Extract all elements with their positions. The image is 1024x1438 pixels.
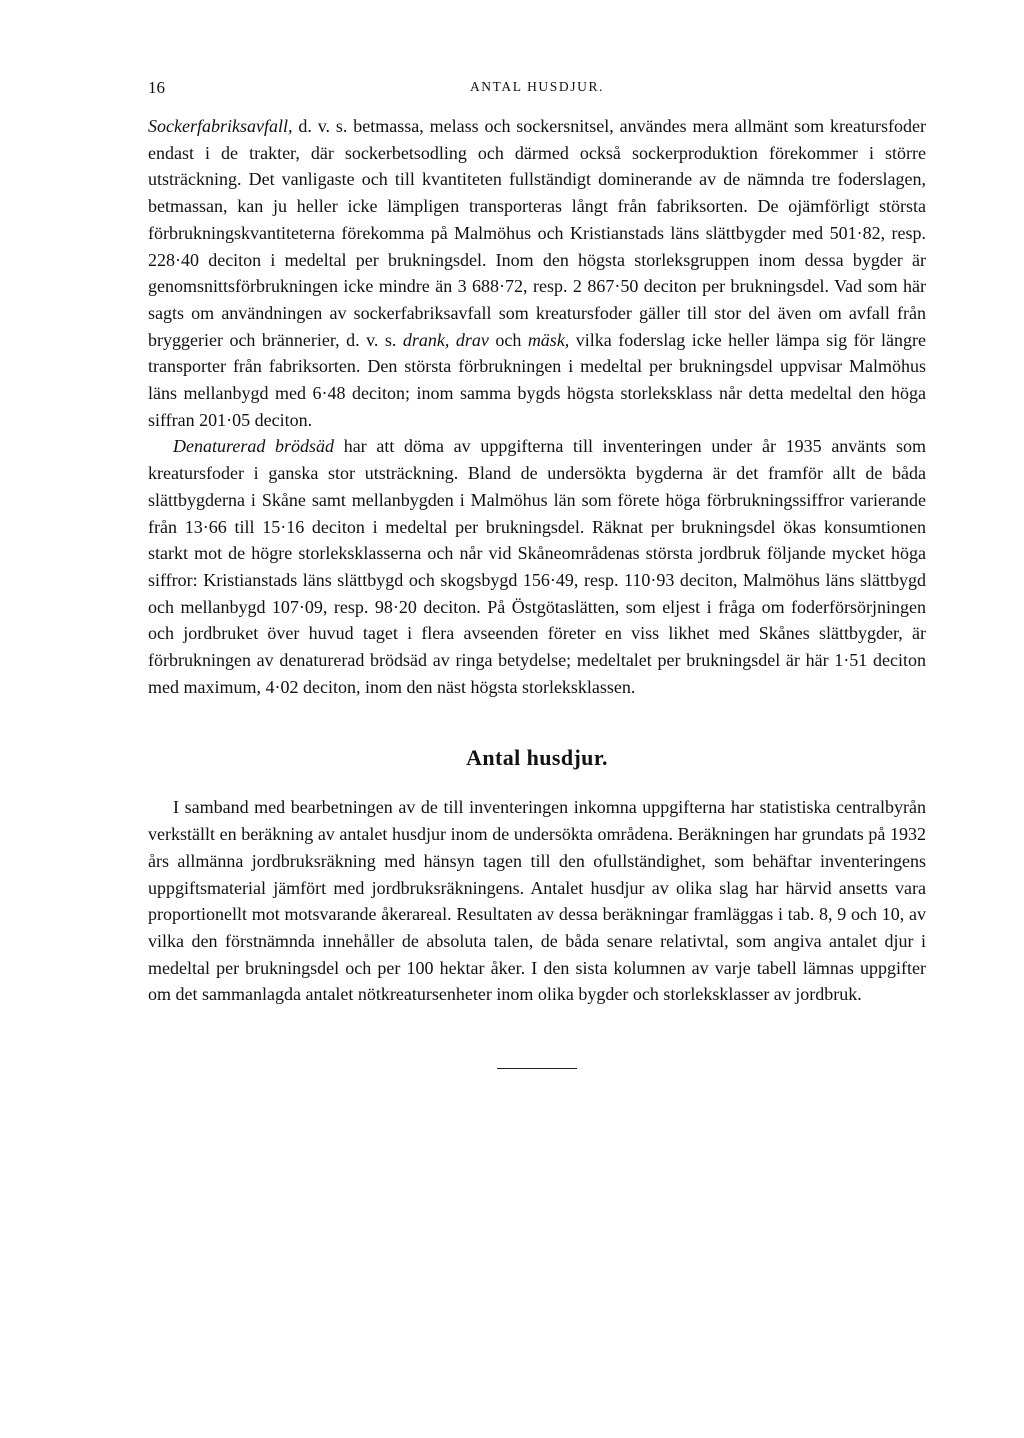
- term-drav: drav: [455, 329, 489, 350]
- end-rule: [497, 1068, 577, 1069]
- paragraph-sockerfabriksavfall: [148, 113, 926, 433]
- term-denaturerad-brodsad: Denaturerad brödsäd: [173, 436, 335, 457]
- paragraph-text: och: [488, 329, 528, 350]
- running-title: ANTAL HUSDJUR.: [469, 79, 605, 94]
- paragraph-denaturerad-brodsad: [148, 433, 926, 700]
- body-text: [148, 113, 926, 1069]
- paragraph-text: har att döma av uppgifterna till inventeringen under år 1935 använts som kreatursfoder i ganska stor utsträckning. Bland de undersökta bygderna är det framför allt de båda slättbygderna i Skåne samt mellanbygden i Malmöhus län som förete höga förbrukningssiffror varierande från 13·66 till 15·16 deciton i medeltal per brukningsdel. Räknat per brukningsdel ökas konsumtionen starkt mot de högre storleksklasserna och når vid Skåneområdenas största jordbruk följande mycket höga siffror: Kristianstads läns slättbygd och skogsbygd 156·49, resp. 110·93 deciton, Malmöhus läns slättbygd och mellanbygd 107·09, resp. 98·20 deciton. På Östgötaslätten, som eljest i fråga om foderförsörjningen och jordbruket över huvud taget i flera avseenden företer en viss likhet med Skånes slättbygder, är förbrukningen av denaturerad brödsäd av ringa betydelse; medeltalet per brukningsdel är här 1·51 deciton med maximum, 4·02 deciton, inom den näst högsta storleksklassen.: [148, 436, 926, 697]
- paragraph-antal-husdjur: I samband med bearbetningen av de till inventeringen inkomna uppgifterna har statistiska centralbyrån verkställt en beräkning av antalet husdjur inom de undersökta områdena. Beräkningen har grundats på 1932 års allmänna jordbruksräkning med hänsyn tagen till den ofullständighet, som behäftar inventeringens uppgiftsmaterial jämfört med jordbruksräkningens. Antalet husdjur av olika slag har härvid ansetts vara proportionellt mot motsvarande åkerareal. Resultaten av dessa beräkningar framläggas i tab. 8, 9 och 10, av vilka den förstnämnda innehåller de absoluta talen, de båda senare relativtal, som angiva antalet djur i medeltal per brukningsdel och per 100 hektar åker. I den sista kolumnen av varje tabell lämnas uppgifter om det sammanlagda antalet nötkreatursenheter inom olika bygder och storleksklasser av jordbruk.: [148, 797, 926, 1005]
- section-heading: Antal husdjur.: [466, 745, 608, 771]
- paragraph-text: vilka foderslag icke heller lämpa sig för längre transporter från fabriksorten. Den största förbrukningen i medeltal per brukningsdel uppvisar Malmöhus läns mellanbygd med 6·48 deciton; inom samma bygds högsta storleksklass når detta medeltal den höga siffran 201·05 deciton.: [148, 329, 926, 430]
- running-header: [148, 78, 926, 100]
- page-number: 16: [148, 78, 165, 97]
- paragraph-text: d. v. s. betmassa, melass och sockersnitsel, användes mera allmänt som kreatursfoder endast i de trakter, där sockerbetsodling och därmed också sockerproduktion förekommer i större utsträckning. Det vanligaste och till kvantiteten fullständigt dominerande av de nämnda tre foderslagen, betmassan, kan ju heller icke lämpligen transporteras långt från fabriksorten. De ojämförligt största förbrukningskvantiteterna förekomma på Malmöhus och Kristianstads läns slättbygder med 501·82, resp. 228·40 deciton i medeltal per brukningsdel. Inom den högsta storleksgruppen inom dessa bygder är genomsnittsförbrukningen icke mindre än 3 688·72, resp. 2 867·50 deciton per brukningsdel. Vad som här sagts om användningen av sockerfabriksavfall som kreatursfoder gäller till stor del även om avfall från bryggerier och brännerier, d. v. s.: [148, 116, 926, 350]
- term-drank: drank,: [402, 329, 450, 350]
- term-mask: mäsk,: [527, 329, 570, 350]
- term-sockerfabriksavfall: Sockerfabriksavfall,: [148, 116, 293, 136]
